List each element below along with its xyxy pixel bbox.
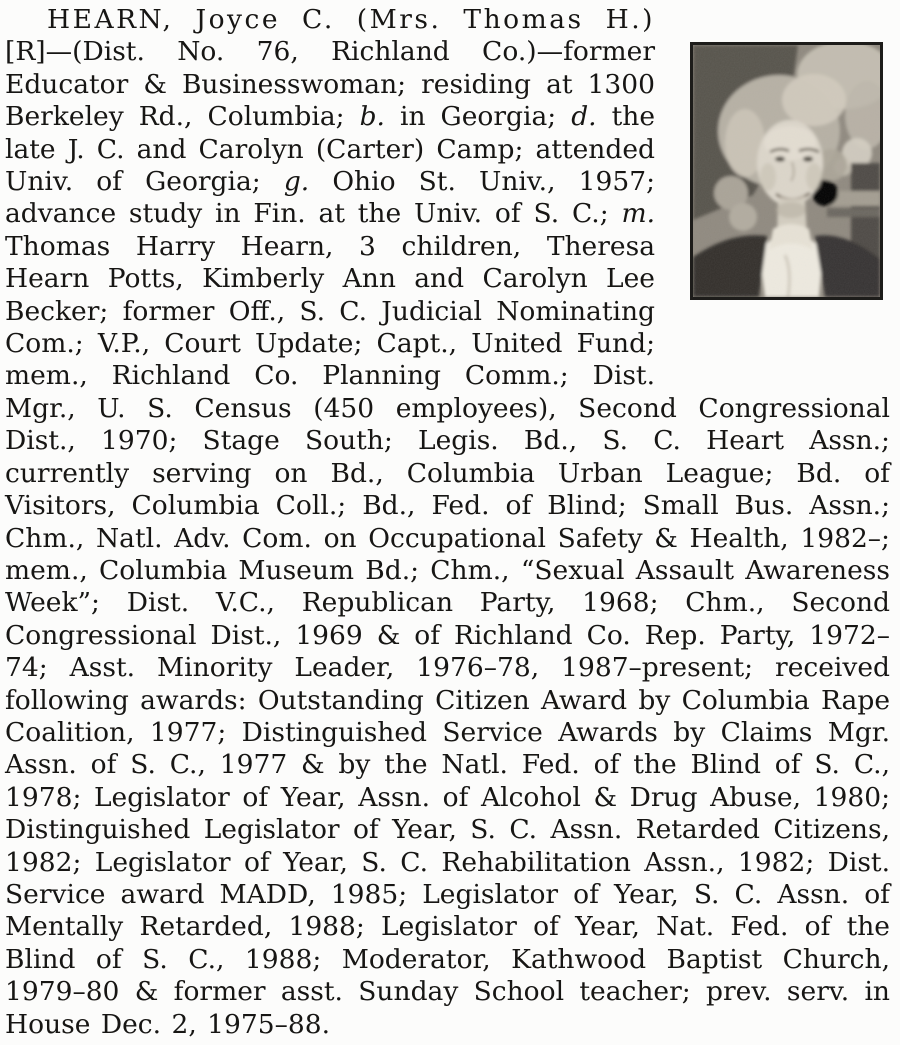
bio-segment: [R]—(Dist. No. 76, Richland Co.)—former Educator & Businesswoman; residing at 1300 Berkeley Rd., Columbia; (5, 36, 655, 133)
entry-name: HEARN, Joyce C. (Mrs. Thomas H.) (47, 4, 655, 35)
halftone-grain-overlay (693, 45, 880, 297)
portrait-photo-container (655, 4, 890, 366)
bio-segment: d. (571, 101, 597, 133)
bio-segment: the late J. C. and Carolyn (Carter) Camp; attended Univ. of Georgia; (5, 101, 656, 198)
portrait-photo (690, 42, 883, 300)
bio-segment: Thomas Harry Hearn, 3 children, Theresa Hearn Potts, Kimberly Ann and Carolyn Lee Becker; former Off., S. C. Judicial Nominating Com.; V.P., Court Update; Capt., United Fund; mem., Richland Co. Planning Comm.; Dist. Mgr., U. S. Census (450 employees), Second Congressional Dist., 1970; Stage South; Legis. Bd., S. C. Heart Assn.; currently serving on Bd., Columbia Urban League; Bd. of Visitors, Columbia Coll.; Bd., Fed. of Blind; Small Bus. Assn.; Chm., Natl. Adv. Com. on Occupational Safety & Health, 1982–; mem., Columbia Museum Bd.; Chm., “Sexual Assault Awareness Week”; Dist. V.C., Republican Party, 1968; Chm., Second Congressional Dist., 1969 & of Richland Co. Rep. Party, 1972–74; Asst. Minority Leader, 1976–78, 1987–present; received following awards: Outstanding Citizen Award by Columbia Rape Coalition, 1977; Distinguished Service Awards by Claims Mgr. Assn. of S. C., 1977 & by the Natl. Fed. of the Blind of S. C., 1978; Legislator of Year, Assn. of Alcohol & Drug Abuse, 1980; Distinguished Legislator of Year, S. C. Assn. Retarded Citizens, 1982; Legislator of Year, S. C. Rehabilitation Assn., 1982; Dist. Service award MADD, 1985; Legislator of Year, S. C. Assn. of Mentally Retarded, 1988; Legislator of Year, Nat. Fed. of the Blind of S. C., 1988; Moderator, Kathwood Baptist Church, 1979–80 & former asst. Sunday School teacher; prev. serv. in House Dec. 2, 1975–88. (5, 230, 890, 1040)
bio-segment: Ohio St. Univ., 1957; advance study in Fin. at the Univ. of S. C.; (5, 166, 656, 230)
bio-segment: b. (359, 101, 385, 133)
bio-segment: in Georgia; (384, 101, 572, 133)
portrait-photo-image (693, 45, 880, 297)
bio-segment: m. (621, 198, 655, 230)
bio-segment: g. (283, 166, 310, 198)
